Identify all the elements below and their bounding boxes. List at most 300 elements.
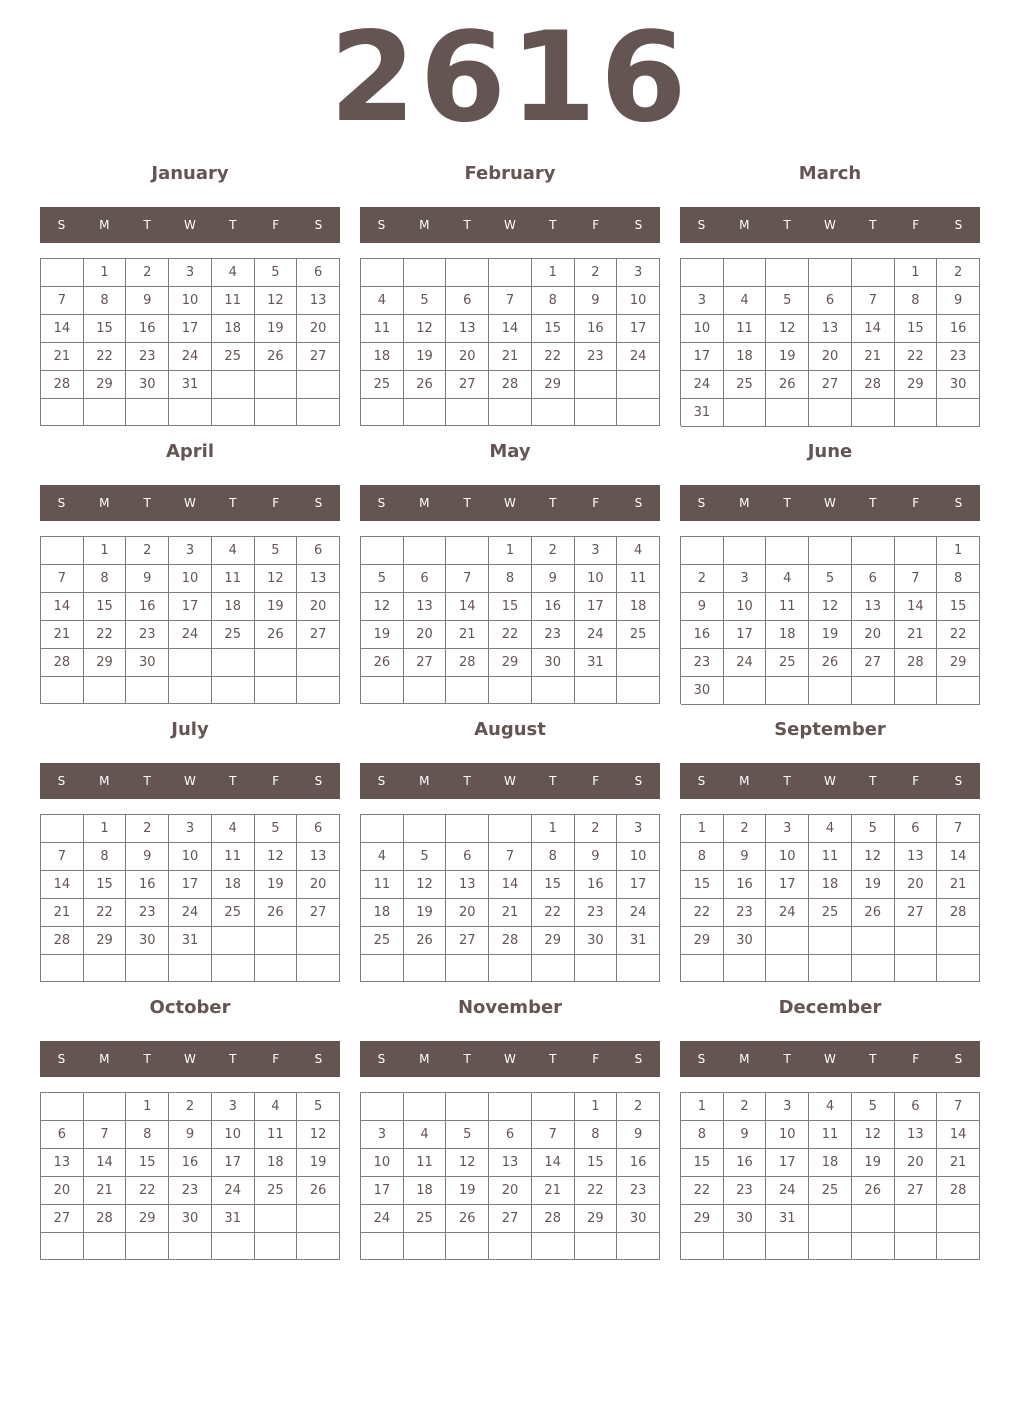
day-cell[interactable]: 3 xyxy=(766,1093,809,1121)
day-cell[interactable]: 28 xyxy=(446,649,489,677)
day-cell[interactable]: 1 xyxy=(126,1093,169,1121)
day-cell[interactable]: 22 xyxy=(489,621,532,649)
day-cell[interactable]: 13 xyxy=(895,843,938,871)
day-cell[interactable]: 24 xyxy=(212,1177,255,1205)
day-cell[interactable]: 21 xyxy=(852,343,895,371)
day-cell[interactable]: 22 xyxy=(532,899,575,927)
day-cell[interactable]: 28 xyxy=(532,1205,575,1233)
day-cell[interactable]: 12 xyxy=(852,843,895,871)
day-cell[interactable]: 29 xyxy=(681,1205,724,1233)
day-cell[interactable]: 12 xyxy=(361,593,404,621)
day-cell[interactable]: 28 xyxy=(937,1177,980,1205)
day-cell[interactable]: 19 xyxy=(766,343,809,371)
day-cell[interactable]: 8 xyxy=(681,843,724,871)
day-cell[interactable]: 19 xyxy=(852,1149,895,1177)
day-cell[interactable]: 15 xyxy=(937,593,980,621)
day-cell[interactable]: 13 xyxy=(895,1121,938,1149)
day-cell[interactable]: 13 xyxy=(446,315,489,343)
day-cell[interactable]: 18 xyxy=(255,1149,298,1177)
day-cell[interactable]: 4 xyxy=(361,287,404,315)
day-cell[interactable]: 16 xyxy=(126,871,169,899)
day-cell[interactable]: 12 xyxy=(297,1121,340,1149)
day-cell[interactable]: 16 xyxy=(126,593,169,621)
day-cell[interactable]: 8 xyxy=(895,287,938,315)
day-cell[interactable]: 19 xyxy=(404,899,447,927)
day-cell[interactable]: 3 xyxy=(724,565,767,593)
day-cell[interactable]: 8 xyxy=(937,565,980,593)
day-cell[interactable]: 23 xyxy=(169,1177,212,1205)
day-cell[interactable]: 26 xyxy=(361,649,404,677)
day-cell[interactable]: 11 xyxy=(809,843,852,871)
day-cell[interactable]: 16 xyxy=(937,315,980,343)
day-cell[interactable]: 25 xyxy=(361,371,404,399)
day-cell[interactable]: 18 xyxy=(809,1149,852,1177)
day-cell[interactable]: 24 xyxy=(724,649,767,677)
day-cell[interactable]: 23 xyxy=(617,1177,660,1205)
day-cell[interactable]: 25 xyxy=(404,1205,447,1233)
day-cell[interactable]: 22 xyxy=(84,621,127,649)
day-cell[interactable]: 2 xyxy=(575,815,618,843)
day-cell[interactable]: 25 xyxy=(361,927,404,955)
day-cell[interactable]: 30 xyxy=(937,371,980,399)
day-cell[interactable]: 13 xyxy=(297,287,340,315)
day-cell[interactable]: 31 xyxy=(617,927,660,955)
day-cell[interactable]: 16 xyxy=(617,1149,660,1177)
day-cell[interactable]: 15 xyxy=(84,593,127,621)
day-cell[interactable]: 9 xyxy=(575,843,618,871)
day-cell[interactable]: 12 xyxy=(809,593,852,621)
day-cell[interactable]: 20 xyxy=(297,315,340,343)
day-cell[interactable]: 31 xyxy=(169,927,212,955)
day-cell[interactable]: 13 xyxy=(297,843,340,871)
day-cell[interactable]: 1 xyxy=(84,259,127,287)
day-cell[interactable]: 11 xyxy=(212,287,255,315)
day-cell[interactable]: 27 xyxy=(297,899,340,927)
day-cell[interactable]: 24 xyxy=(575,621,618,649)
day-cell[interactable]: 6 xyxy=(446,287,489,315)
day-cell[interactable]: 27 xyxy=(809,371,852,399)
day-cell[interactable]: 17 xyxy=(169,871,212,899)
day-cell[interactable]: 6 xyxy=(809,287,852,315)
day-cell[interactable]: 1 xyxy=(681,1093,724,1121)
day-cell[interactable]: 17 xyxy=(724,621,767,649)
day-cell[interactable]: 10 xyxy=(361,1149,404,1177)
day-cell[interactable]: 24 xyxy=(766,899,809,927)
day-cell[interactable]: 16 xyxy=(126,315,169,343)
day-cell[interactable]: 6 xyxy=(41,1121,84,1149)
day-cell[interactable]: 19 xyxy=(404,343,447,371)
day-cell[interactable]: 28 xyxy=(937,899,980,927)
day-cell[interactable]: 23 xyxy=(126,899,169,927)
day-cell[interactable]: 11 xyxy=(361,315,404,343)
day-cell[interactable]: 26 xyxy=(809,649,852,677)
day-cell[interactable]: 28 xyxy=(41,649,84,677)
day-cell[interactable]: 15 xyxy=(84,315,127,343)
day-cell[interactable]: 18 xyxy=(724,343,767,371)
day-cell[interactable]: 2 xyxy=(575,259,618,287)
day-cell[interactable]: 9 xyxy=(126,843,169,871)
day-cell[interactable]: 14 xyxy=(41,593,84,621)
day-cell[interactable]: 2 xyxy=(724,815,767,843)
day-cell[interactable]: 2 xyxy=(681,565,724,593)
day-cell[interactable]: 31 xyxy=(212,1205,255,1233)
day-cell[interactable]: 20 xyxy=(446,899,489,927)
day-cell[interactable]: 22 xyxy=(937,621,980,649)
day-cell[interactable]: 11 xyxy=(766,593,809,621)
day-cell[interactable]: 27 xyxy=(297,343,340,371)
day-cell[interactable]: 15 xyxy=(681,871,724,899)
day-cell[interactable]: 31 xyxy=(169,371,212,399)
day-cell[interactable]: 25 xyxy=(809,899,852,927)
day-cell[interactable]: 25 xyxy=(809,1177,852,1205)
day-cell[interactable]: 19 xyxy=(255,871,298,899)
day-cell[interactable]: 10 xyxy=(766,843,809,871)
day-cell[interactable]: 20 xyxy=(446,343,489,371)
day-cell[interactable]: 15 xyxy=(84,871,127,899)
day-cell[interactable]: 11 xyxy=(617,565,660,593)
day-cell[interactable]: 15 xyxy=(126,1149,169,1177)
day-cell[interactable]: 30 xyxy=(724,1205,767,1233)
day-cell[interactable]: 7 xyxy=(895,565,938,593)
day-cell[interactable]: 31 xyxy=(681,399,724,427)
day-cell[interactable]: 30 xyxy=(126,927,169,955)
day-cell[interactable]: 15 xyxy=(681,1149,724,1177)
day-cell[interactable]: 9 xyxy=(169,1121,212,1149)
day-cell[interactable]: 13 xyxy=(446,871,489,899)
day-cell[interactable]: 13 xyxy=(809,315,852,343)
day-cell[interactable]: 13 xyxy=(852,593,895,621)
day-cell[interactable]: 4 xyxy=(212,815,255,843)
day-cell[interactable]: 4 xyxy=(361,843,404,871)
day-cell[interactable]: 16 xyxy=(681,621,724,649)
day-cell[interactable]: 14 xyxy=(489,315,532,343)
day-cell[interactable]: 7 xyxy=(937,1093,980,1121)
day-cell[interactable]: 29 xyxy=(489,649,532,677)
day-cell[interactable]: 23 xyxy=(681,649,724,677)
day-cell[interactable]: 28 xyxy=(41,927,84,955)
day-cell[interactable]: 28 xyxy=(489,371,532,399)
day-cell[interactable]: 21 xyxy=(41,621,84,649)
day-cell[interactable]: 14 xyxy=(937,843,980,871)
day-cell[interactable]: 9 xyxy=(724,843,767,871)
day-cell[interactable]: 11 xyxy=(212,843,255,871)
day-cell[interactable]: 10 xyxy=(212,1121,255,1149)
day-cell[interactable]: 14 xyxy=(41,315,84,343)
day-cell[interactable]: 10 xyxy=(169,287,212,315)
day-cell[interactable]: 30 xyxy=(126,371,169,399)
day-cell[interactable]: 21 xyxy=(489,343,532,371)
day-cell[interactable]: 5 xyxy=(361,565,404,593)
day-cell[interactable]: 6 xyxy=(404,565,447,593)
day-cell[interactable]: 28 xyxy=(895,649,938,677)
day-cell[interactable]: 6 xyxy=(297,537,340,565)
day-cell[interactable]: 31 xyxy=(575,649,618,677)
day-cell[interactable]: 18 xyxy=(766,621,809,649)
day-cell[interactable]: 3 xyxy=(766,815,809,843)
day-cell[interactable]: 7 xyxy=(937,815,980,843)
day-cell[interactable]: 23 xyxy=(937,343,980,371)
day-cell[interactable]: 21 xyxy=(895,621,938,649)
day-cell[interactable]: 10 xyxy=(617,287,660,315)
day-cell[interactable]: 4 xyxy=(212,259,255,287)
day-cell[interactable]: 26 xyxy=(766,371,809,399)
day-cell[interactable]: 15 xyxy=(895,315,938,343)
day-cell[interactable]: 12 xyxy=(255,287,298,315)
day-cell[interactable]: 29 xyxy=(84,371,127,399)
day-cell[interactable]: 8 xyxy=(84,287,127,315)
day-cell[interactable]: 27 xyxy=(895,899,938,927)
day-cell[interactable]: 5 xyxy=(255,259,298,287)
day-cell[interactable]: 1 xyxy=(681,815,724,843)
day-cell[interactable]: 3 xyxy=(169,815,212,843)
day-cell[interactable]: 4 xyxy=(724,287,767,315)
day-cell[interactable]: 5 xyxy=(404,287,447,315)
day-cell[interactable]: 24 xyxy=(766,1177,809,1205)
day-cell[interactable]: 1 xyxy=(937,537,980,565)
day-cell[interactable]: 1 xyxy=(84,815,127,843)
day-cell[interactable]: 15 xyxy=(489,593,532,621)
day-cell[interactable]: 2 xyxy=(617,1093,660,1121)
day-cell[interactable]: 17 xyxy=(617,315,660,343)
day-cell[interactable]: 25 xyxy=(212,343,255,371)
day-cell[interactable]: 21 xyxy=(532,1177,575,1205)
day-cell[interactable]: 4 xyxy=(766,565,809,593)
day-cell[interactable]: 3 xyxy=(617,815,660,843)
day-cell[interactable]: 29 xyxy=(895,371,938,399)
day-cell[interactable]: 25 xyxy=(724,371,767,399)
day-cell[interactable]: 6 xyxy=(852,565,895,593)
day-cell[interactable]: 11 xyxy=(809,1121,852,1149)
day-cell[interactable]: 19 xyxy=(852,871,895,899)
day-cell[interactable]: 25 xyxy=(255,1177,298,1205)
day-cell[interactable]: 28 xyxy=(489,927,532,955)
day-cell[interactable]: 7 xyxy=(852,287,895,315)
day-cell[interactable]: 10 xyxy=(766,1121,809,1149)
day-cell[interactable]: 2 xyxy=(126,259,169,287)
day-cell[interactable]: 8 xyxy=(681,1121,724,1149)
day-cell[interactable]: 18 xyxy=(212,593,255,621)
day-cell[interactable]: 24 xyxy=(169,621,212,649)
day-cell[interactable]: 29 xyxy=(84,649,127,677)
day-cell[interactable]: 11 xyxy=(212,565,255,593)
day-cell[interactable]: 9 xyxy=(126,287,169,315)
day-cell[interactable]: 9 xyxy=(681,593,724,621)
day-cell[interactable]: 6 xyxy=(297,815,340,843)
day-cell[interactable]: 12 xyxy=(852,1121,895,1149)
day-cell[interactable]: 8 xyxy=(126,1121,169,1149)
day-cell[interactable]: 5 xyxy=(404,843,447,871)
day-cell[interactable]: 27 xyxy=(489,1205,532,1233)
day-cell[interactable]: 27 xyxy=(446,927,489,955)
day-cell[interactable]: 23 xyxy=(575,343,618,371)
day-cell[interactable]: 25 xyxy=(766,649,809,677)
day-cell[interactable]: 9 xyxy=(937,287,980,315)
day-cell[interactable]: 8 xyxy=(84,843,127,871)
day-cell[interactable]: 30 xyxy=(126,649,169,677)
day-cell[interactable]: 17 xyxy=(681,343,724,371)
day-cell[interactable]: 19 xyxy=(297,1149,340,1177)
day-cell[interactable]: 17 xyxy=(212,1149,255,1177)
day-cell[interactable]: 13 xyxy=(297,565,340,593)
day-cell[interactable]: 17 xyxy=(575,593,618,621)
day-cell[interactable]: 29 xyxy=(84,927,127,955)
day-cell[interactable]: 20 xyxy=(297,593,340,621)
day-cell[interactable]: 2 xyxy=(126,815,169,843)
day-cell[interactable]: 15 xyxy=(532,871,575,899)
day-cell[interactable]: 1 xyxy=(489,537,532,565)
day-cell[interactable]: 14 xyxy=(532,1149,575,1177)
day-cell[interactable]: 29 xyxy=(575,1205,618,1233)
day-cell[interactable]: 10 xyxy=(681,315,724,343)
day-cell[interactable]: 14 xyxy=(895,593,938,621)
day-cell[interactable]: 29 xyxy=(681,927,724,955)
day-cell[interactable]: 19 xyxy=(255,593,298,621)
day-cell[interactable]: 24 xyxy=(681,371,724,399)
day-cell[interactable]: 18 xyxy=(809,871,852,899)
day-cell[interactable]: 3 xyxy=(575,537,618,565)
day-cell[interactable]: 17 xyxy=(617,871,660,899)
day-cell[interactable]: 21 xyxy=(41,343,84,371)
day-cell[interactable]: 21 xyxy=(41,899,84,927)
day-cell[interactable]: 6 xyxy=(297,259,340,287)
day-cell[interactable]: 12 xyxy=(446,1149,489,1177)
day-cell[interactable]: 16 xyxy=(724,1149,767,1177)
day-cell[interactable]: 30 xyxy=(681,677,724,705)
day-cell[interactable]: 22 xyxy=(84,343,127,371)
day-cell[interactable]: 5 xyxy=(255,815,298,843)
day-cell[interactable]: 20 xyxy=(41,1177,84,1205)
day-cell[interactable]: 4 xyxy=(255,1093,298,1121)
day-cell[interactable]: 9 xyxy=(575,287,618,315)
day-cell[interactable]: 9 xyxy=(126,565,169,593)
day-cell[interactable]: 24 xyxy=(617,343,660,371)
day-cell[interactable]: 7 xyxy=(489,843,532,871)
day-cell[interactable]: 12 xyxy=(766,315,809,343)
day-cell[interactable]: 9 xyxy=(532,565,575,593)
day-cell[interactable]: 16 xyxy=(575,315,618,343)
day-cell[interactable]: 21 xyxy=(84,1177,127,1205)
day-cell[interactable]: 18 xyxy=(361,899,404,927)
day-cell[interactable]: 18 xyxy=(212,315,255,343)
day-cell[interactable]: 23 xyxy=(724,899,767,927)
day-cell[interactable]: 27 xyxy=(895,1177,938,1205)
day-cell[interactable]: 10 xyxy=(169,565,212,593)
day-cell[interactable]: 11 xyxy=(404,1149,447,1177)
day-cell[interactable]: 17 xyxy=(766,871,809,899)
day-cell[interactable]: 7 xyxy=(489,287,532,315)
day-cell[interactable]: 5 xyxy=(766,287,809,315)
day-cell[interactable]: 23 xyxy=(724,1177,767,1205)
day-cell[interactable]: 4 xyxy=(404,1121,447,1149)
day-cell[interactable]: 13 xyxy=(489,1149,532,1177)
day-cell[interactable]: 6 xyxy=(446,843,489,871)
day-cell[interactable]: 25 xyxy=(212,899,255,927)
day-cell[interactable]: 3 xyxy=(212,1093,255,1121)
day-cell[interactable]: 21 xyxy=(937,871,980,899)
day-cell[interactable]: 8 xyxy=(575,1121,618,1149)
day-cell[interactable]: 17 xyxy=(361,1177,404,1205)
day-cell[interactable]: 18 xyxy=(212,871,255,899)
day-cell[interactable]: 16 xyxy=(724,871,767,899)
day-cell[interactable]: 6 xyxy=(895,815,938,843)
day-cell[interactable]: 1 xyxy=(532,815,575,843)
day-cell[interactable]: 14 xyxy=(852,315,895,343)
day-cell[interactable]: 24 xyxy=(169,343,212,371)
day-cell[interactable]: 26 xyxy=(255,621,298,649)
day-cell[interactable]: 11 xyxy=(361,871,404,899)
day-cell[interactable]: 20 xyxy=(895,871,938,899)
day-cell[interactable]: 1 xyxy=(575,1093,618,1121)
day-cell[interactable]: 10 xyxy=(169,843,212,871)
day-cell[interactable]: 6 xyxy=(489,1121,532,1149)
day-cell[interactable]: 9 xyxy=(617,1121,660,1149)
day-cell[interactable]: 22 xyxy=(681,1177,724,1205)
day-cell[interactable]: 26 xyxy=(446,1205,489,1233)
day-cell[interactable]: 1 xyxy=(532,259,575,287)
day-cell[interactable]: 3 xyxy=(361,1121,404,1149)
day-cell[interactable]: 1 xyxy=(84,537,127,565)
day-cell[interactable]: 10 xyxy=(724,593,767,621)
day-cell[interactable]: 30 xyxy=(532,649,575,677)
day-cell[interactable]: 21 xyxy=(489,899,532,927)
day-cell[interactable]: 22 xyxy=(895,343,938,371)
day-cell[interactable]: 30 xyxy=(575,927,618,955)
day-cell[interactable]: 12 xyxy=(404,871,447,899)
day-cell[interactable]: 18 xyxy=(361,343,404,371)
day-cell[interactable]: 27 xyxy=(404,649,447,677)
day-cell[interactable]: 26 xyxy=(404,927,447,955)
day-cell[interactable]: 23 xyxy=(126,621,169,649)
day-cell[interactable]: 26 xyxy=(255,899,298,927)
day-cell[interactable]: 30 xyxy=(617,1205,660,1233)
day-cell[interactable]: 7 xyxy=(84,1121,127,1149)
day-cell[interactable]: 7 xyxy=(446,565,489,593)
day-cell[interactable]: 17 xyxy=(169,315,212,343)
day-cell[interactable]: 4 xyxy=(809,1093,852,1121)
day-cell[interactable]: 31 xyxy=(766,1205,809,1233)
day-cell[interactable]: 29 xyxy=(532,927,575,955)
day-cell[interactable]: 28 xyxy=(852,371,895,399)
day-cell[interactable]: 3 xyxy=(617,259,660,287)
day-cell[interactable]: 3 xyxy=(681,287,724,315)
day-cell[interactable]: 20 xyxy=(489,1177,532,1205)
day-cell[interactable]: 29 xyxy=(126,1205,169,1233)
day-cell[interactable]: 8 xyxy=(489,565,532,593)
day-cell[interactable]: 28 xyxy=(84,1205,127,1233)
day-cell[interactable]: 26 xyxy=(404,371,447,399)
day-cell[interactable]: 21 xyxy=(446,621,489,649)
day-cell[interactable]: 20 xyxy=(404,621,447,649)
day-cell[interactable]: 26 xyxy=(255,343,298,371)
day-cell[interactable]: 19 xyxy=(809,621,852,649)
day-cell[interactable]: 22 xyxy=(575,1177,618,1205)
day-cell[interactable]: 22 xyxy=(532,343,575,371)
day-cell[interactable]: 5 xyxy=(297,1093,340,1121)
day-cell[interactable]: 19 xyxy=(255,315,298,343)
day-cell[interactable]: 15 xyxy=(532,315,575,343)
day-cell[interactable]: 5 xyxy=(446,1121,489,1149)
day-cell[interactable]: 26 xyxy=(297,1177,340,1205)
day-cell[interactable]: 17 xyxy=(766,1149,809,1177)
day-cell[interactable]: 20 xyxy=(809,343,852,371)
day-cell[interactable]: 12 xyxy=(255,843,298,871)
day-cell[interactable]: 4 xyxy=(212,537,255,565)
day-cell[interactable]: 16 xyxy=(532,593,575,621)
day-cell[interactable]: 14 xyxy=(446,593,489,621)
day-cell[interactable]: 5 xyxy=(852,1093,895,1121)
day-cell[interactable]: 14 xyxy=(41,871,84,899)
day-cell[interactable]: 25 xyxy=(617,621,660,649)
